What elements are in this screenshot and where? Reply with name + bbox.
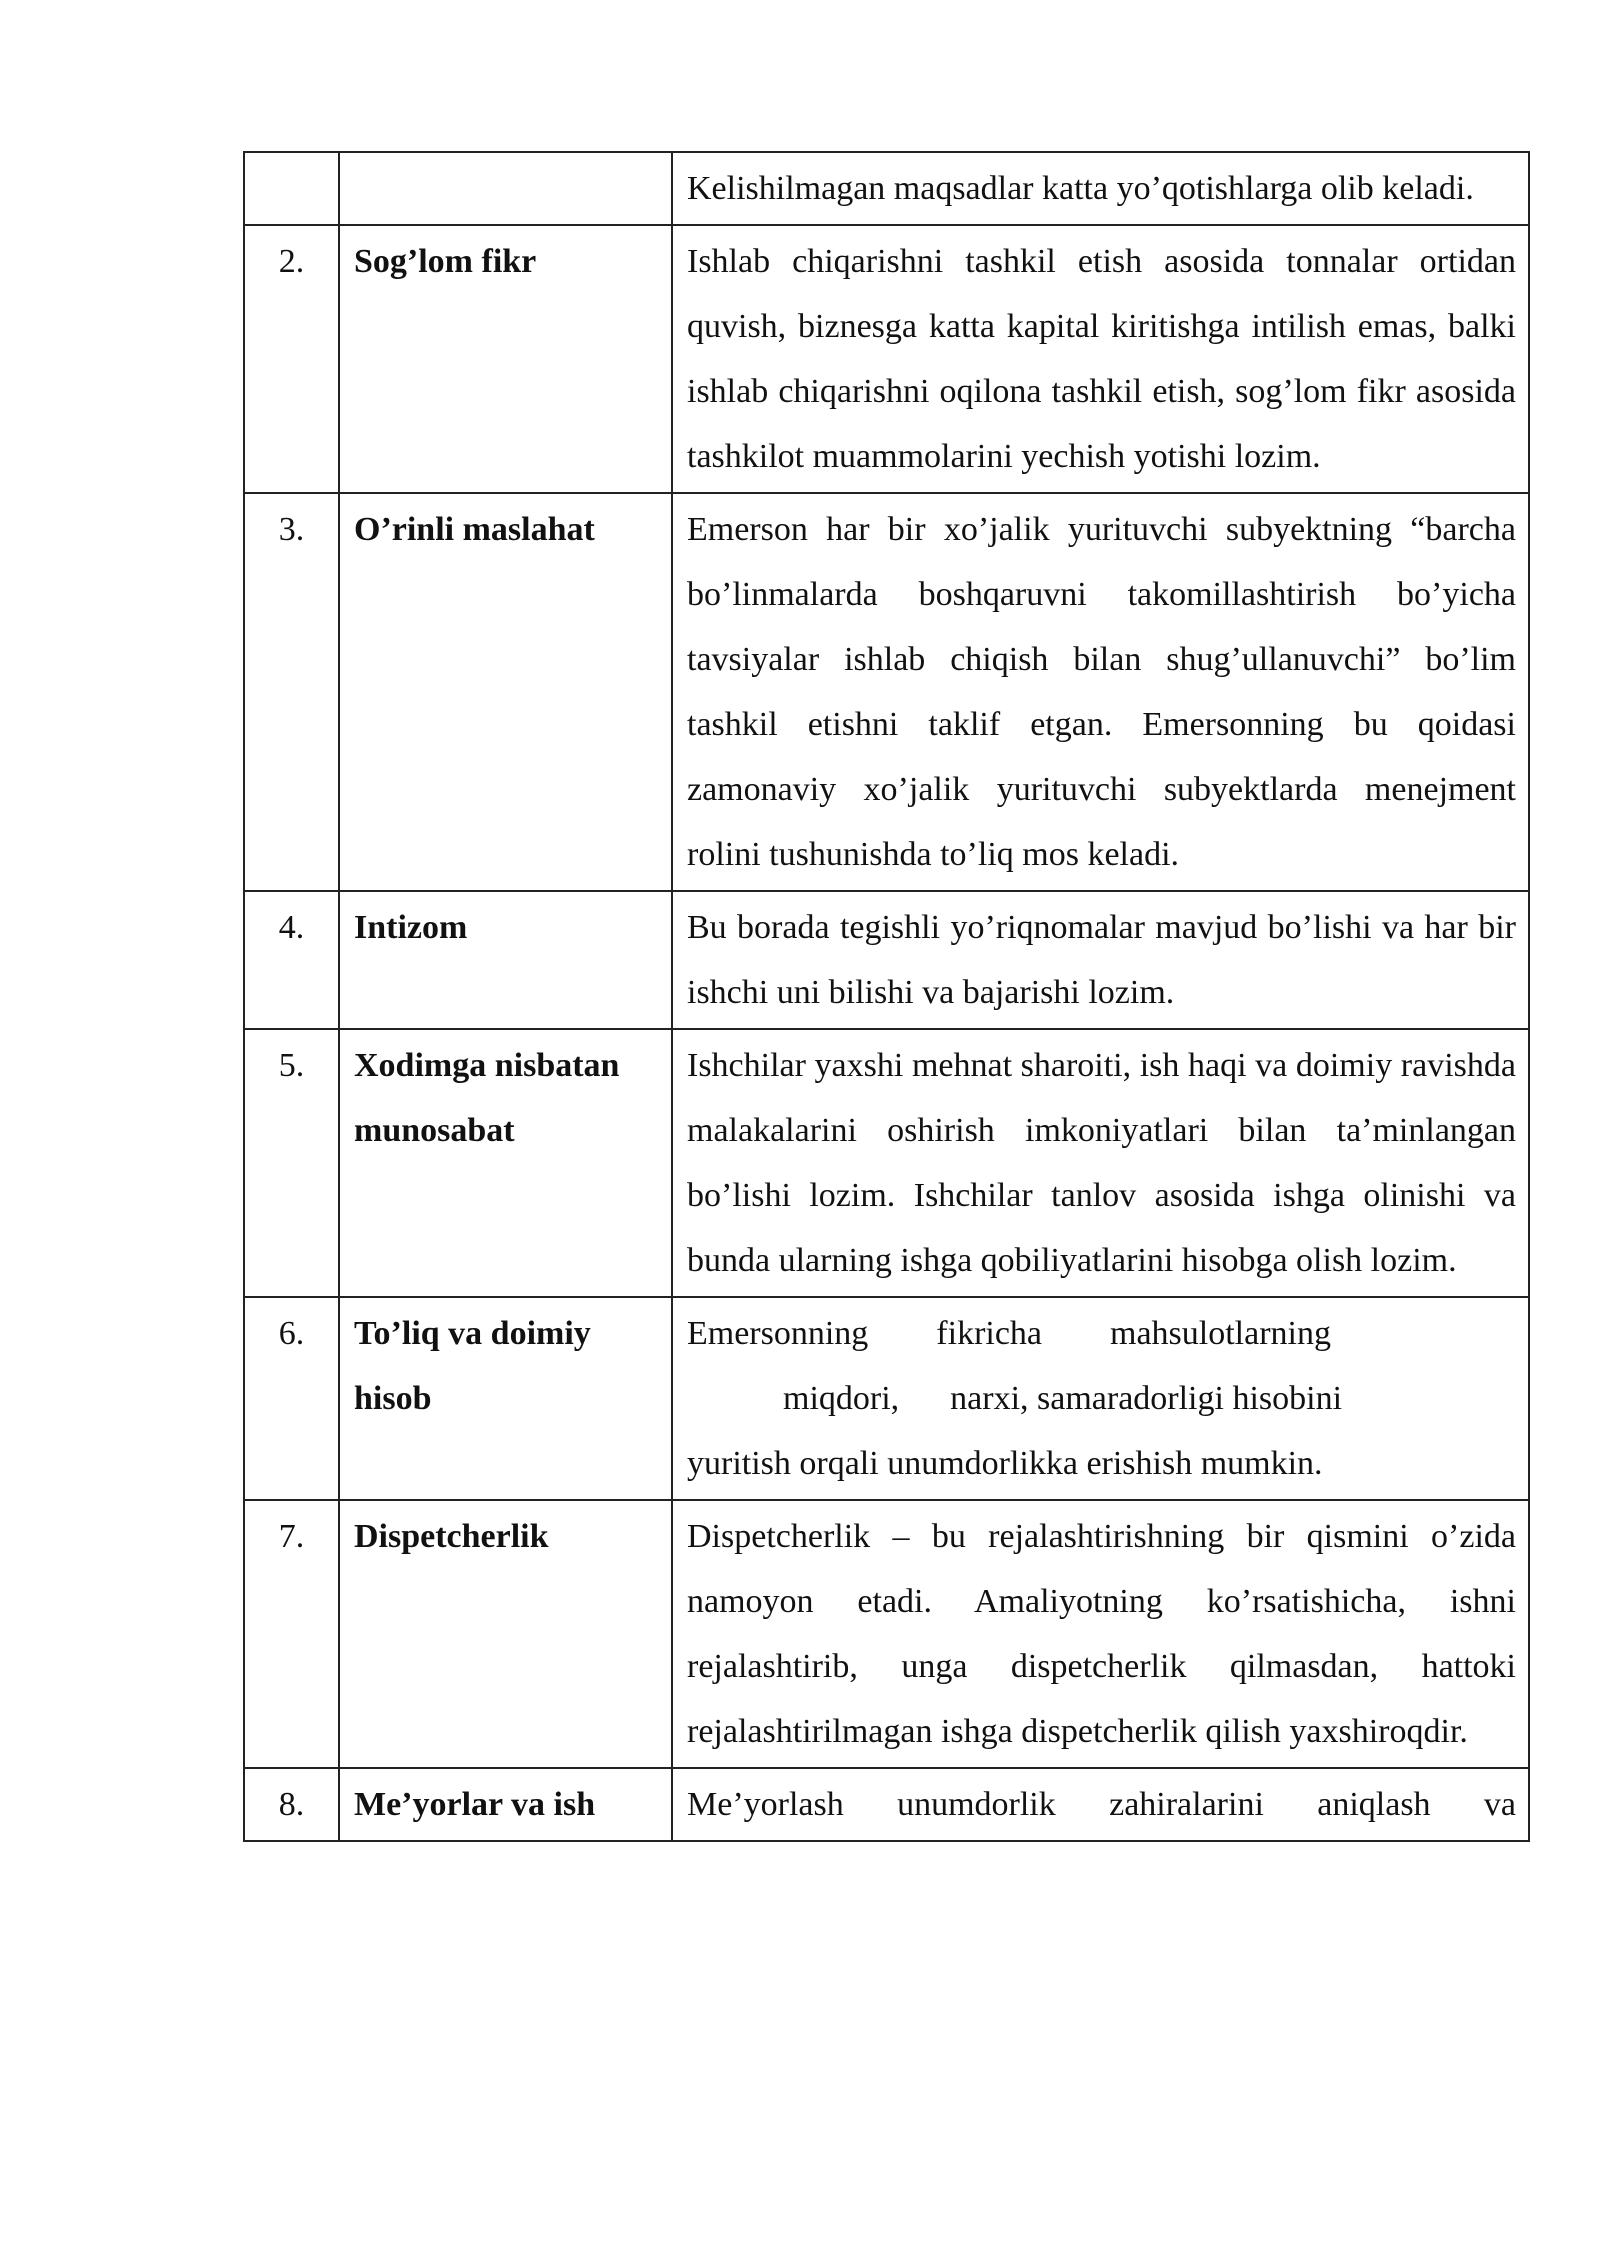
- row-number: 8.: [244, 1768, 339, 1841]
- description-line: yuritish orqali unumdorlikka erishish mumkin.: [687, 1445, 1323, 1482]
- table-row: [244, 493, 1529, 891]
- description-line: miqdori, narxi, samaradorligi hisobini: [783, 1380, 1343, 1417]
- principle-name: Intizom: [339, 891, 672, 1029]
- table-row: [244, 152, 1529, 225]
- table-row: [244, 1768, 1529, 1841]
- row-number: 3.: [244, 493, 339, 891]
- row-number: 6.: [244, 1297, 339, 1500]
- principle-description: Ishlab chiqarishni tashkil etish asosida tonnalar ortidan quvish, biznesga katta kapital kiritishga intilish emas, balki ishlab chiqarishni oqilona tashkil etish, sog’lom fikr asosida tashkilot muammolarini yechish yotishi lozim.: [672, 225, 1529, 493]
- principle-description: Dispetcherlik – bu rejalashtirishning bir qismini o’zida namoyon etadi. Amaliyotning ko’rsatishicha, ishni rejalashtirib, unga dispetcherlik qilmasdan, hattoki rejalashtirilmagan ishga dispetcherlik qilish yaxshiroqdir.: [672, 1500, 1529, 1768]
- principle-description: Ishchilar yaxshi mehnat sharoiti, ish haqi va doimiy ravishda malakalarini oshirish imkoniyatlari bilan ta’minlangan bo’lishi lozim. Ishchilar tanlov asosida ishga olinishi va bunda ularning ishga qobiliyatlarini hisobga olish lozim.: [672, 1029, 1529, 1297]
- principle-name: Sog’lom fikr: [339, 225, 672, 493]
- row-number: [244, 152, 339, 225]
- principle-name: [339, 152, 672, 225]
- principle-description: Me’yorlash unumdorlik zahiralarini aniqlash va: [672, 1768, 1529, 1841]
- principle-name: Dispetcherlik: [339, 1500, 672, 1768]
- table-row: [244, 891, 1529, 1029]
- table-row: [244, 1500, 1529, 1768]
- principle-name: Me’yorlar va ish: [339, 1768, 672, 1841]
- row-number: 7.: [244, 1500, 339, 1768]
- row-number: 5.: [244, 1029, 339, 1297]
- table-row: [244, 1029, 1529, 1297]
- row-number: 4.: [244, 891, 339, 1029]
- principle-name: Xodimga nisbatan munosabat: [339, 1029, 672, 1297]
- table-row: [244, 225, 1529, 493]
- principles-table: [243, 151, 1530, 1842]
- principle-description: Bu borada tegishli yo’riqnomalar mavjud bo’lishi va har bir ishchi uni bilishi va bajarishi lozim.: [672, 891, 1529, 1029]
- principle-description: [672, 1297, 1529, 1500]
- principle-description: Emerson har bir xo’jalik yurituvchi subyektning “barcha bo’linmalarda boshqaruvni takomillashtirish bo’yicha tavsiyalar ishlab chiqish bilan shug’ullanuvchi” bo’lim tashkil etishni taklif etgan. Emersonning bu qoidasi zamonaviy xo’jalik yurituvchi subyektlarda menejment rolini tushunishda to’liq mos keladi.: [672, 493, 1529, 891]
- description-line: Emersonning fikricha mahsulotlarning: [687, 1315, 1331, 1352]
- table-row: [244, 1297, 1529, 1500]
- principle-name: To’liq va doimiy hisob: [339, 1297, 672, 1500]
- row-number: 2.: [244, 225, 339, 493]
- principle-description: Kelishilmagan maqsadlar katta yo’qotishlarga olib keladi.: [672, 152, 1529, 225]
- principle-name: O’rinli maslahat: [339, 493, 672, 891]
